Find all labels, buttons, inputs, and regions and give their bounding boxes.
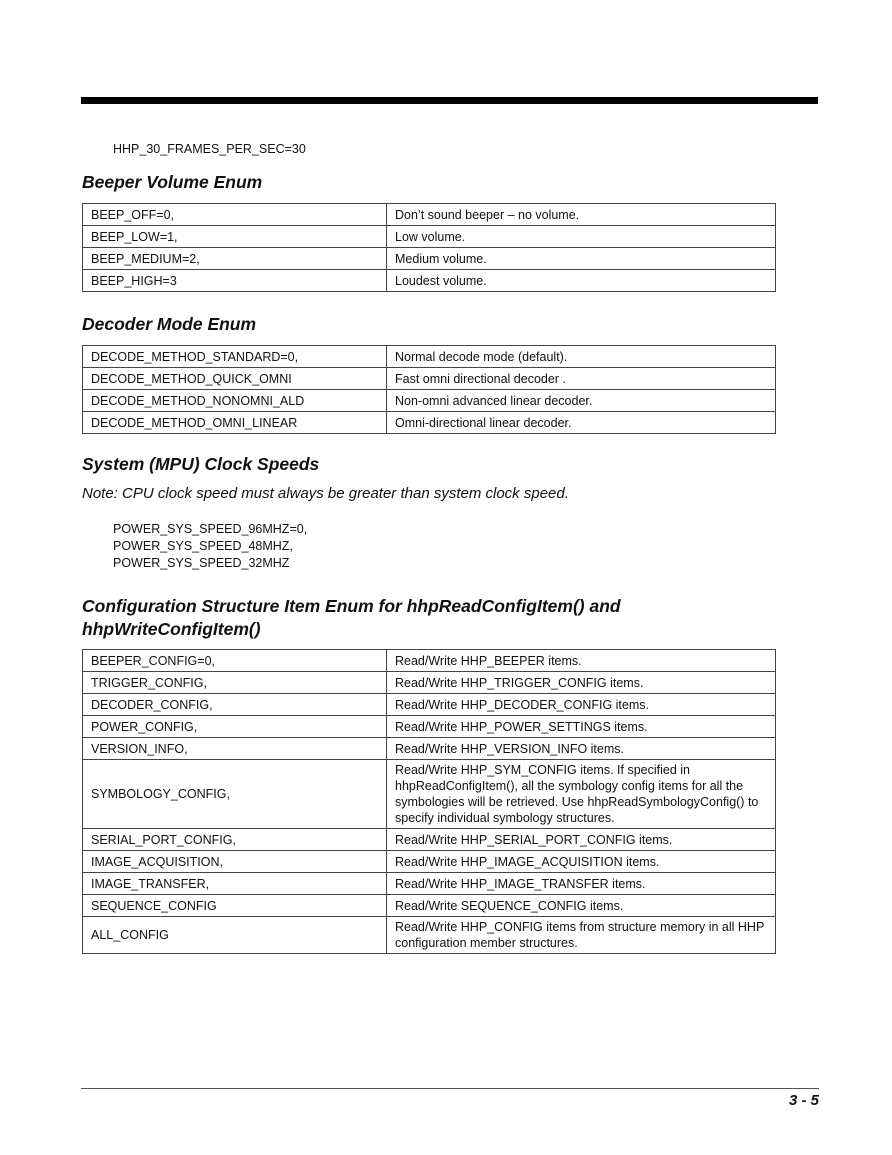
enum-name-cell: BEEP_OFF=0, bbox=[83, 204, 387, 226]
clock-speeds-heading: System (MPU) Clock Speeds bbox=[82, 454, 320, 474]
beeper-volume-heading: Beeper Volume Enum bbox=[82, 172, 263, 192]
enum-name-cell: DECODER_CONFIG, bbox=[83, 694, 387, 716]
table-row bbox=[83, 917, 776, 954]
table-row bbox=[83, 226, 776, 248]
clock-speed-note: Note: CPU clock speed must always be greater than system clock speed. bbox=[82, 485, 569, 502]
config-item-heading-cont: hhpWriteConfigItem() bbox=[82, 619, 261, 639]
enum-description-cell: Read/Write HHP_VERSION_INFO items. bbox=[387, 738, 776, 760]
table-row bbox=[83, 270, 776, 292]
enum-name-cell: ALL_CONFIG bbox=[83, 917, 387, 954]
enum-description-cell: Fast omni directional decoder . bbox=[387, 368, 776, 390]
enum-name-cell: BEEP_LOW=1, bbox=[83, 226, 387, 248]
table-row bbox=[83, 716, 776, 738]
enum-name-cell: DECODE_METHOD_OMNI_LINEAR bbox=[83, 412, 387, 434]
clock-speed-line: POWER_SYS_SPEED_48MHZ, bbox=[113, 539, 293, 553]
enum-description-cell: Don’t sound beeper – no volume. bbox=[387, 204, 776, 226]
enum-description-cell: Read/Write SEQUENCE_CONFIG items. bbox=[387, 895, 776, 917]
enum-description-cell: Read/Write HHP_TRIGGER_CONFIG items. bbox=[387, 672, 776, 694]
enum-description-cell: Read/Write HHP_DECODER_CONFIG items. bbox=[387, 694, 776, 716]
footer-rule bbox=[81, 1088, 819, 1089]
enum-name-cell: DECODE_METHOD_NONOMNI_ALD bbox=[83, 390, 387, 412]
table-row bbox=[83, 672, 776, 694]
enum-name-cell: TRIGGER_CONFIG, bbox=[83, 672, 387, 694]
beeper-volume-table bbox=[82, 203, 776, 292]
config-item-heading: Configuration Structure Item Enum for hhpReadConfigItem() and bbox=[82, 596, 621, 616]
enum-description-cell: Read/Write HHP_IMAGE_ACQUISITION items. bbox=[387, 851, 776, 873]
table-row bbox=[83, 694, 776, 716]
enum-name-cell: POWER_CONFIG, bbox=[83, 716, 387, 738]
table-row bbox=[83, 738, 776, 760]
table-row bbox=[83, 248, 776, 270]
beeper-volume-rows bbox=[83, 204, 776, 292]
enum-name-cell: IMAGE_TRANSFER, bbox=[83, 873, 387, 895]
table-row bbox=[83, 412, 776, 434]
enum-description-cell: Read/Write HHP_SERIAL_PORT_CONFIG items. bbox=[387, 829, 776, 851]
enum-name-cell: SEQUENCE_CONFIG bbox=[83, 895, 387, 917]
decoder-mode-heading: Decoder Mode Enum bbox=[82, 314, 257, 334]
enum-name-cell: BEEP_MEDIUM=2, bbox=[83, 248, 387, 270]
enum-name-cell: VERSION_INFO, bbox=[83, 738, 387, 760]
table-row bbox=[83, 204, 776, 226]
decoder-mode-rows bbox=[83, 346, 776, 434]
enum-name-cell: SERIAL_PORT_CONFIG, bbox=[83, 829, 387, 851]
clock-speed-line: POWER_SYS_SPEED_32MHZ bbox=[113, 556, 290, 570]
enum-name-cell: BEEP_HIGH=3 bbox=[83, 270, 387, 292]
frames-per-sec-line: HHP_30_FRAMES_PER_SEC=30 bbox=[113, 142, 306, 156]
config-item-table bbox=[82, 649, 776, 954]
table-row bbox=[83, 760, 776, 829]
table-row bbox=[83, 851, 776, 873]
enum-description-cell: Normal decode mode (default). bbox=[387, 346, 776, 368]
enum-description-cell: Read/Write HHP_BEEPER items. bbox=[387, 650, 776, 672]
enum-description-cell: Omni-directional linear decoder. bbox=[387, 412, 776, 434]
header-rule bbox=[81, 97, 818, 104]
enum-description-cell: Loudest volume. bbox=[387, 270, 776, 292]
enum-name-cell: DECODE_METHOD_QUICK_OMNI bbox=[83, 368, 387, 390]
config-item-rows bbox=[83, 650, 776, 954]
enum-description-cell: Non-omni advanced linear decoder. bbox=[387, 390, 776, 412]
table-row bbox=[83, 895, 776, 917]
table-row bbox=[83, 346, 776, 368]
enum-name-cell: SYMBOLOGY_CONFIG, bbox=[83, 760, 387, 829]
enum-name-cell: BEEPER_CONFIG=0, bbox=[83, 650, 387, 672]
table-row bbox=[83, 829, 776, 851]
table-row bbox=[83, 368, 776, 390]
page-number: 3 - 5 bbox=[788, 1092, 819, 1109]
enum-description-cell: Read/Write HHP_SYM_CONFIG items. If specified in hhpReadConfigItem(), all the symbology config items for all the symbologies will be retrieved. Use hhpReadSymbologyConfig() to specify individual symbology structures. bbox=[387, 760, 776, 829]
enum-description-cell: Read/Write HHP_POWER_SETTINGS items. bbox=[387, 716, 776, 738]
enum-description-cell: Medium volume. bbox=[387, 248, 776, 270]
enum-name-cell: DECODE_METHOD_STANDARD=0, bbox=[83, 346, 387, 368]
enum-description-cell: Low volume. bbox=[387, 226, 776, 248]
enum-name-cell: IMAGE_ACQUISITION, bbox=[83, 851, 387, 873]
table-row bbox=[83, 873, 776, 895]
enum-description-cell: Read/Write HHP_CONFIG items from structure memory in all HHP configuration member structures. bbox=[387, 917, 776, 954]
clock-speed-line: POWER_SYS_SPEED_96MHZ=0, bbox=[113, 522, 308, 536]
table-row bbox=[83, 390, 776, 412]
decoder-mode-table bbox=[82, 345, 776, 434]
enum-description-cell: Read/Write HHP_IMAGE_TRANSFER items. bbox=[387, 873, 776, 895]
table-row bbox=[83, 650, 776, 672]
